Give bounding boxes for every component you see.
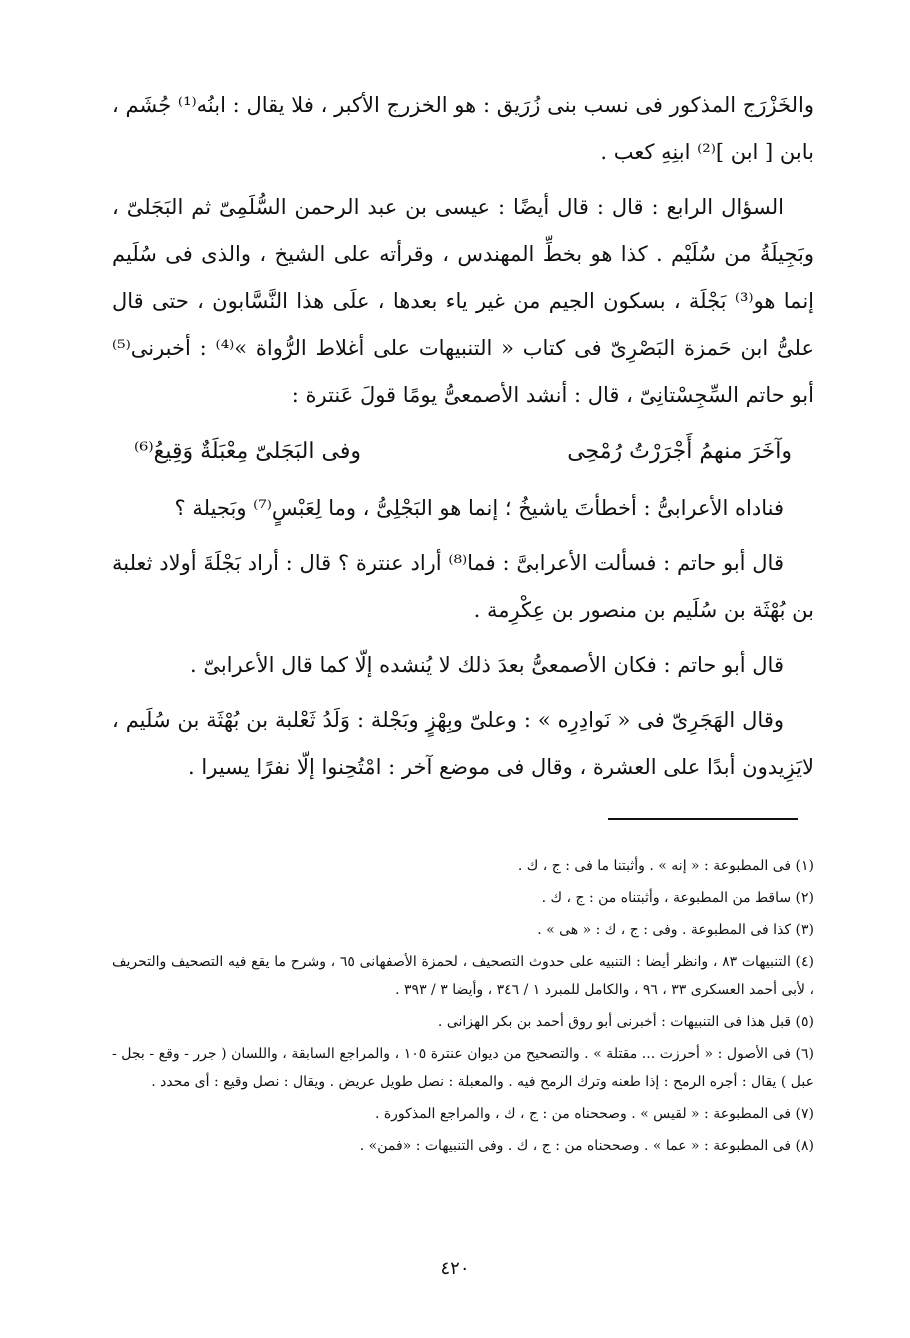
footnote-7: (٧) فى المطبوعة : « لقيس » . وصححناه من : ج ، ك ، والمراجع المذكورة .: [374, 1106, 814, 1122]
main-text: [112, 82, 814, 419]
verse-hemistich-2: وفى البَجَلىّ مِعْبَلَةٌ وَقِيعُ⁽⁶⁾: [134, 439, 361, 464]
paragraph-3: فناداه الأعرابىُّ : أخطأتَ ياشيخُ ؛ إنما هو البَجْلِىُّ ، وما لِعَبْسٍ⁽⁷⁾ وبَجيلة ؟: [174, 496, 784, 520]
footnote-4: (٤) التنبيهات ٨٣ ، وانظر أيضا : التنبيه على حدوث التصحيف ، لحمزة الأصفهانى ٦٥ ، وشرح ما يقع فيه التصحيف والتحريف ، لأبى أحمد العسكرى ٣٣ ، ٩٦ ، والكامل للمبرد ١ / ٣٤٦ ، وأيضا ٣ / ٣٩٣ .: [112, 954, 814, 998]
footnote-separator: [608, 818, 798, 820]
page-number: ٤٢٠: [440, 1258, 470, 1279]
poetry-verse: [134, 427, 792, 477]
paragraph-4: قال أبو حاتم : فسألت الأعرابىَّ : فما⁽⁸⁾ أراد عنترة ؟ قال : أراد بَجْلَةَ أولاد ثعلبة بن بُهْثَة بن سُلَيم بن منصور بن عِكْرِمة .: [112, 551, 814, 622]
paragraph-6: وقال الهَجَرِىّ فى « نَوادِرِه » : وعلىّ وبِهْزٍ وبَجْلة : وَلَدُ ثَعْلبة بن بُهْثَة بن سُلَيم ، لايَزِيدون أبدًا على العشرة ، وقال فى موضع آخر : امْتُحِنوا إلّا نفرًا يسيرا .: [112, 708, 814, 779]
paragraph-1: والخَزْرَج المذكور فى نسب بنى زُرَيق : هو الخزرج الأكبر ، فلا يقال : ابنُه⁽¹⁾ جُشَم ، بابن [ ابن ]⁽²⁾ ابنِهِ كعب .: [112, 93, 815, 164]
footnote-5: (٥) قبل هذا فى التنبيهات : أخبرنى أبو روق أحمد بن بكر الهزانى .: [437, 1014, 814, 1030]
paragraph-2: السؤال الرابع : قال : قال أيضًا : عيسى بن عبد الرحمن السُّلَمِىّ ثم البَجَلىّ ، وبَجِيلَةُ من سُلَيْم . كذا هو بخطِّ المهندس ، وقرأته على الشيخ ، والذى فى سُلَيم إنما هو⁽³⁾ بَجْلَة ، بسكون الجيم من غير ياء بعدها ، علَى هذا النَّسَّابون ، حتى قال علىُّ ابن حَمزة البَصْرِىّ فى كتاب « التنبيهات على أغلاط الرُّواة »⁽⁴⁾ : أخبرنى⁽⁵⁾ أبو حاتم السِّجِسْتانِىّ ، قال : أنشد الأصمعىُّ يومًا قولَ عَنترة :: [112, 195, 814, 407]
footnote-1: (١) فى المطبوعة : « إنه » . وأثبتنا ما فى : ج ، ك .: [517, 858, 814, 874]
footnote-6: (٦) فى الأصول : « أحرزت ... مقتلة » . والتصحيح من ديوان عنترة ١٠٥ ، والمراجع السابقة ، واللسان ( جرر - وقع - بجل - عبل ) يقال : أجره الرمح : إذا طعنه وترك الرمح فيه . والمعبلة : نصل طويل عريض . ويقال : نصل وقيع : أى محدد .: [112, 1046, 814, 1090]
footnote-3: (٣) كذا فى المطبوعة . وفى : ج ، ك : « هى » .: [537, 922, 814, 938]
footnote-8: (٨) فى المطبوعة : « عما » . وصححناه من : ج ، ك . وفى التنبيهات : «فمن» .: [359, 1138, 814, 1154]
footnotes: [112, 852, 814, 1164]
verse-hemistich-1: وآخَرَ منهمُ أَجْرَرْتُ رُمْحِى: [567, 439, 792, 464]
footnote-2: (٢) ساقط من المطبوعة ، وأثبتناه من : ج ، ك .: [541, 890, 814, 906]
paragraph-5: قال أبو حاتم : فكان الأصمعىُّ بعدَ ذلك لا يُنشده إلّا كما قال الأعرابىّ .: [189, 653, 784, 677]
main-text-continued: [112, 485, 814, 791]
